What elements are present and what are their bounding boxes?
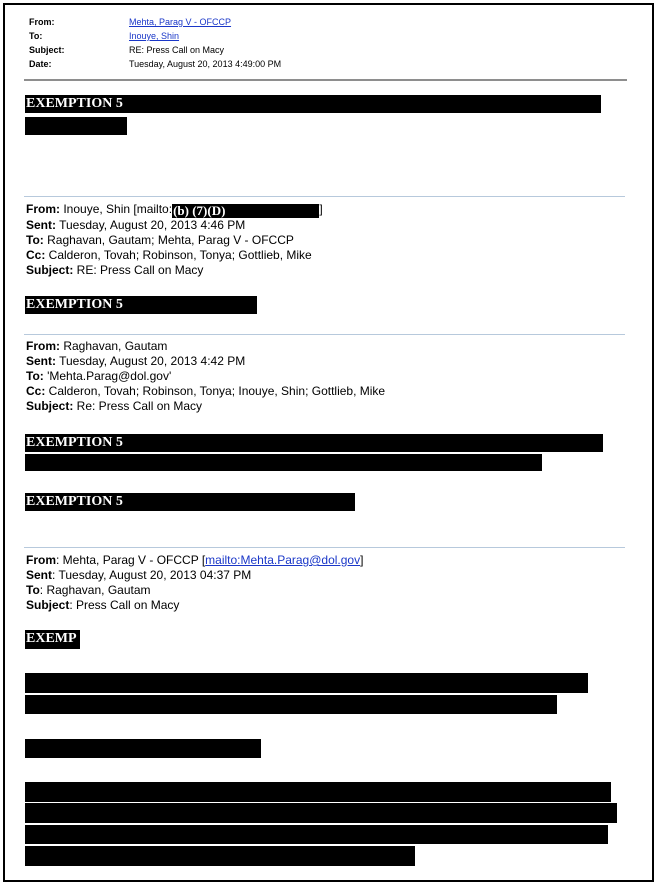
subject-value: Re: Press Call on Macy	[73, 399, 203, 413]
cc-label: Cc:	[26, 384, 46, 398]
redaction-exemption-5: EXEMPTION 5	[25, 296, 257, 314]
from-close: ]	[360, 553, 364, 567]
redaction-b7d	[172, 204, 319, 218]
to-label: To:	[26, 233, 44, 247]
redaction-block	[25, 673, 588, 693]
message-header-2	[26, 339, 385, 414]
from-label: From:	[26, 339, 60, 353]
sent-label: Sent	[26, 568, 53, 582]
message-divider	[24, 547, 625, 548]
message-header-3	[26, 553, 363, 613]
to-label: To	[26, 583, 40, 597]
subject-value: RE: Press Call on Macy	[73, 263, 204, 277]
subject-label: Subject:	[26, 263, 74, 277]
redaction-block	[25, 782, 611, 802]
sent-label: Sent:	[26, 218, 56, 232]
header-divider	[24, 79, 627, 81]
subject-label: Subject	[26, 598, 70, 612]
from-close: ]	[319, 202, 323, 216]
from-label: From	[26, 553, 56, 567]
from-label: From:	[26, 202, 60, 216]
redaction-exemption-5: EXEMPTION 5	[25, 434, 603, 452]
message-header-1	[26, 202, 323, 278]
sent-value: Tuesday, August 20, 2013 4:46 PM	[56, 218, 246, 232]
cc-value: Calderon, Tovah; Robinson, Tonya; Inouye, Shin; Gottlieb, Mike	[45, 384, 386, 398]
sent-label: Sent:	[26, 354, 56, 368]
to-value: Raghavan, Gautam; Mehta, Parag V - OFCCP	[43, 233, 294, 247]
redaction-block	[25, 803, 617, 823]
to-label: To:	[26, 369, 44, 383]
sent-value: Tuesday, August 20, 2013 4:42 PM	[56, 354, 246, 368]
redaction-exemption-5: EXEMPTION 5	[25, 95, 601, 113]
redaction-block	[25, 846, 415, 866]
subject-value: : Press Call on Macy	[69, 598, 180, 612]
from-link[interactable]: Mehta, Parag V - OFCCP	[129, 17, 232, 27]
to-link[interactable]: Inouye, Shin	[129, 31, 180, 41]
from-value: Inouye, Shin [mailto:	[60, 202, 173, 216]
to-label: To:	[29, 31, 43, 41]
redaction-block	[25, 454, 542, 471]
redaction-block	[25, 117, 127, 135]
message-divider	[24, 334, 625, 335]
redaction-exemp: EXEMP	[25, 630, 80, 649]
subject-label: Subject:	[26, 399, 74, 413]
to-value: : Raghavan, Gautam	[39, 583, 151, 597]
sent-value: : Tuesday, August 20, 2013 04:37 PM	[52, 568, 252, 582]
date-value: Tuesday, August 20, 2013 4:49:00 PM	[129, 59, 282, 69]
cc-label: Cc:	[26, 248, 46, 262]
redaction-label: (b) (7)(D)	[173, 203, 226, 218]
redaction-block	[25, 739, 261, 758]
mailto-link[interactable]: mailto:Mehta.Parag@dol.gov	[205, 553, 361, 567]
subject-value: RE: Press Call on Macy	[129, 45, 225, 55]
to-value: 'Mehta.Parag@dol.gov'	[43, 369, 172, 383]
from-value: : Mehta, Parag V - OFCCP [	[56, 553, 206, 567]
redaction-block	[25, 695, 557, 714]
redaction-exemption-5: EXEMPTION 5	[25, 493, 355, 511]
date-label: Date:	[29, 59, 52, 69]
from-label: From:	[29, 17, 55, 27]
redaction-block	[25, 825, 608, 844]
cc-value: Calderon, Tovah; Robinson, Tonya; Gottlieb, Mike	[45, 248, 312, 262]
subject-label: Subject:	[29, 45, 65, 55]
message-divider	[24, 196, 625, 197]
from-value: Raghavan, Gautam	[60, 339, 168, 353]
